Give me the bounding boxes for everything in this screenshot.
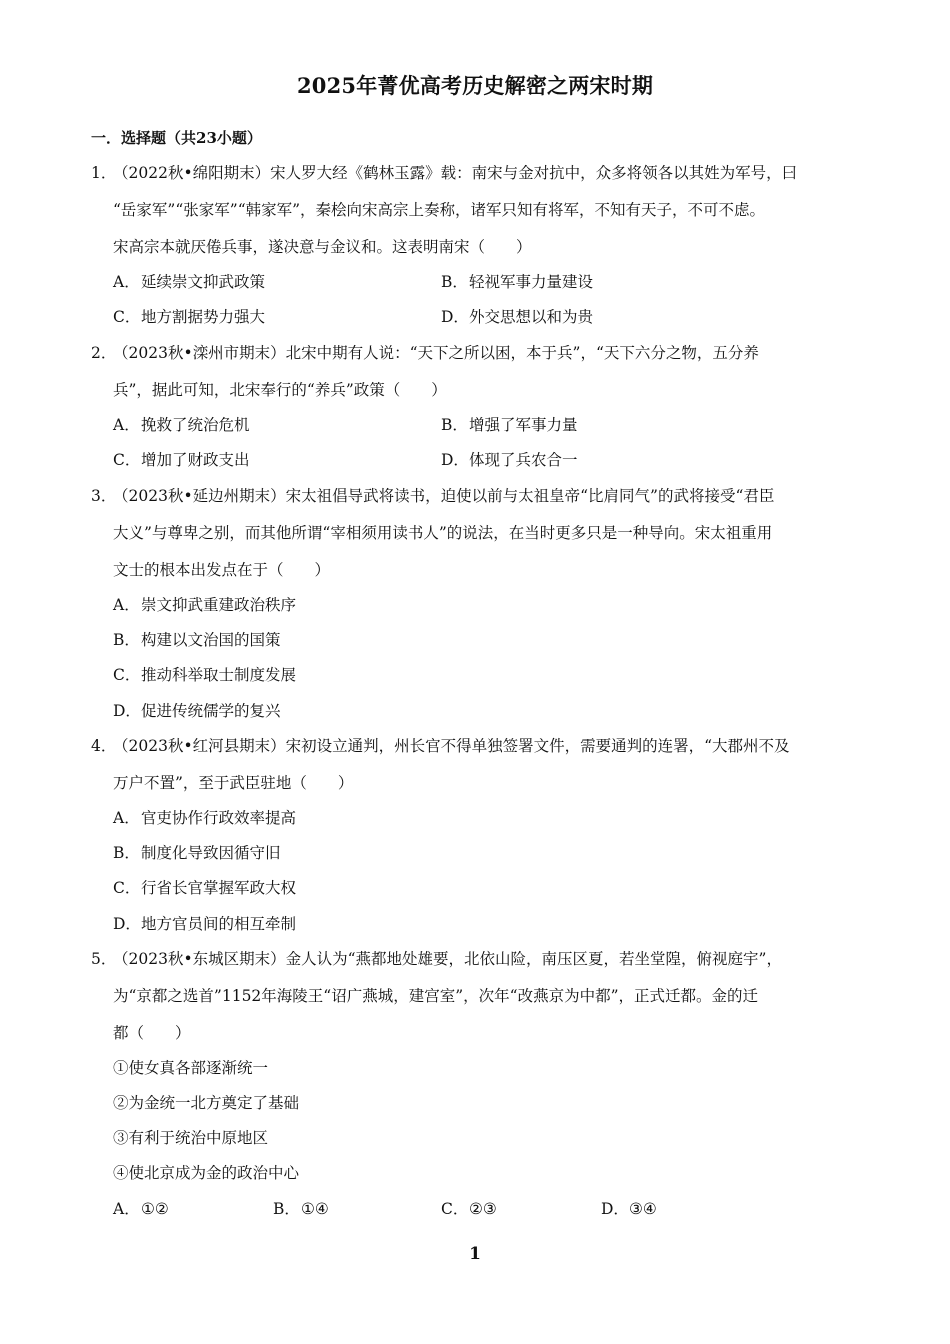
statement-3: ③有利于统治中原地区 — [113, 1129, 269, 1147]
statement-2: ②为金统一北方奠定了基础 — [113, 1094, 300, 1112]
question-5-stem-line-3: 都（ ） — [113, 1024, 191, 1042]
question-2-stem-line-1: 2．（2023秋•滦州市期末）北宋中期有人说：“天下之所以困，本于兵”，“天下六分之物，五分养 — [91, 344, 759, 362]
question-3-stem-line-1: 3．（2023秋•延边州期末）宋太祖倡导武将读书，迫使以前与太祖皇帝“比肩同气”的武将接受“君臣 — [91, 487, 775, 505]
question-3-stem-line-3: 文士的根本出发点在于（ ） — [113, 561, 331, 579]
question-2-stem-line-2: 兵”，据此可知，北宋奉行的“养兵”政策（ ） — [113, 381, 447, 399]
question-number: 5． — [91, 950, 117, 968]
option-b: B．增强了军事力量 — [441, 416, 578, 434]
question-1-stem-line-2: “岳家军”“张家军”“韩家军”，秦桧向宋高宗上奏称，诸军只知有将军，不知有天子，不可不虑。 — [113, 201, 766, 219]
question-number: 1． — [91, 164, 117, 182]
option-b: B．制度化导致因循守旧 — [113, 844, 281, 862]
option-b: B．轻视军事力量建设 — [441, 273, 594, 291]
question-number: 3． — [91, 487, 117, 505]
question-5-stem-line-1: 5．（2023秋•东城区期末）金人认为“燕都地处雄要，北依山险，南压区夏，若坐堂隍，俯视庭宇”， — [91, 950, 782, 968]
option-c: C．②③ — [441, 1200, 497, 1218]
question-1-stem-line-1: 1．（2022秋•绵阳期末）宋人罗大经《鹤林玉露》载：南宋与金对抗中，众多将领各以其姓为军号，曰 — [91, 164, 798, 182]
page-number: 1 — [469, 1244, 481, 1264]
option-d: D．外交思想以和为贵 — [441, 308, 594, 326]
option-c: C．地方割据势力强大 — [113, 308, 266, 326]
question-4-stem-line-2: 万户不置”，至于武臣驻地（ ） — [113, 774, 354, 792]
option-c: C．增加了财政支出 — [113, 451, 250, 469]
option-c: C．推动科举取士制度发展 — [113, 666, 297, 684]
option-a: A．挽救了统治危机 — [113, 416, 250, 434]
statement-1: ①使女真各部逐渐统一 — [113, 1059, 269, 1077]
question-4-stem-line-1: 4．（2023秋•红河县期末）宋初设立通判，州长官不得单独签署文件，需要通判的连署，“大郡州不及 — [91, 737, 790, 755]
option-a: A．①② — [113, 1200, 169, 1218]
option-d: D．③④ — [601, 1200, 657, 1218]
option-b: B．①④ — [273, 1200, 329, 1218]
option-c: C．行省长官掌握军政大权 — [113, 879, 297, 897]
document-title: 2025年菁优高考历史解密之两宋时期 — [296, 73, 654, 98]
question-number: 2． — [91, 344, 117, 362]
statement-4: ④使北京成为金的政治中心 — [113, 1164, 300, 1182]
section-heading: 一．选择题（共23小题） — [91, 129, 262, 147]
question-5-stem-line-2: 为“京都之选首”1152年海陵王“诏广燕城，建宫室”，次年“改燕京为中都”，正式迁都。金的迁 — [113, 987, 758, 1005]
option-a: A．延续崇文抑武政策 — [113, 273, 266, 291]
option-a: A．官吏协作行政效率提高 — [113, 809, 297, 827]
option-b: B．构建以文治国的国策 — [113, 631, 281, 649]
option-a: A．崇文抑武重建政治秩序 — [113, 596, 297, 614]
option-d: D．地方官员间的相互牵制 — [113, 915, 297, 933]
question-number: 4． — [91, 737, 117, 755]
option-d: D．促进传统儒学的复兴 — [113, 702, 281, 720]
question-1-stem-line-3: 宋高宗本就厌倦兵事，遂决意与金议和。这表明南宋（ ） — [113, 238, 532, 256]
option-d: D．体现了兵农合一 — [441, 451, 578, 469]
question-3-stem-line-2: 大义”与尊卑之别，而其他所谓“宰相须用读书人”的说法，在当时更多只是一种导向。宋太祖重用 — [113, 524, 773, 542]
